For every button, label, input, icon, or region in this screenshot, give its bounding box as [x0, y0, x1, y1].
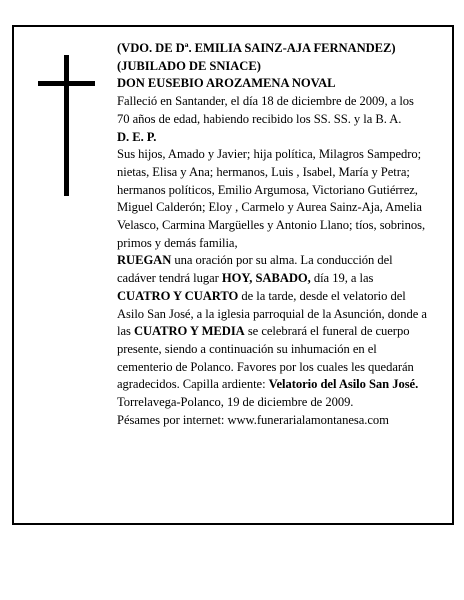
- retired-line: (JUBILADO DE SNIACE): [117, 58, 261, 73]
- obituary-text: [117, 40, 427, 429]
- condolences-line: Pésames por internet: www.funerarialamontanesa.com: [117, 412, 389, 427]
- cross-icon: [64, 55, 69, 196]
- hour2-label: CUATRO Y MEDIA: [133, 324, 245, 339]
- prayer-text: una oración por su alma. La conducción del cadáver tendrá lugar: [117, 253, 393, 286]
- chapel-label: Velatorio del Asilo San José.: [268, 377, 419, 392]
- hour1-text: de la tarde, desde el velatorio del Asilo San José, a la iglesia parroquial de la Asunción, donde a las: [117, 288, 427, 339]
- place-date: Torrelavega-Polanco, 19 de diciembre de 2009.: [117, 395, 354, 410]
- family-list: Sus hijos, Amado y Javier; hija política, Milagros Sampedro; nietas, Elisa y Ana; hermanos, Luis , Isabel, María y Petra; hermanos políticos, Emilio Argumosa, Victoriano Gutiérrez, Miguel Calderón; Eloy , Carmelo y Aurea Sainz-Aja, Amelia Velasco, Carmina Margüelles y Antonio Llano; tíos, sobrinos, primos y demás familia,: [117, 147, 426, 250]
- deceased-name: DON EUSEBIO AROZAMENA NOVAL: [117, 76, 336, 91]
- death-info: Falleció en Santander, el día 18 de diciembre de 2009, a los 70 años de edad, habiendo recibido los SS. SS. y la B. A.: [117, 94, 414, 126]
- widower-line: (VDO. DE Dª. EMILIA SAINZ-AJA FERNANDEZ): [117, 41, 396, 55]
- cross-icon-bar: [38, 81, 95, 86]
- ceremony-paragraph: [117, 252, 427, 394]
- rip-line: D. E. P.: [117, 129, 157, 144]
- ruegan-label: RUEGAN: [117, 253, 172, 268]
- day-text: día 19, a las: [310, 271, 374, 286]
- hour2-text: se celebrará el funeral de cuerpo presente, siendo a continuación su inhumación en el cementerio de Polanco. Favores por los cuales les quedarán agradecidos. Capilla ardiente:: [117, 324, 414, 392]
- day-label: HOY, SABADO,: [221, 271, 311, 286]
- hour1-label: CUATRO Y CUARTO: [117, 288, 239, 303]
